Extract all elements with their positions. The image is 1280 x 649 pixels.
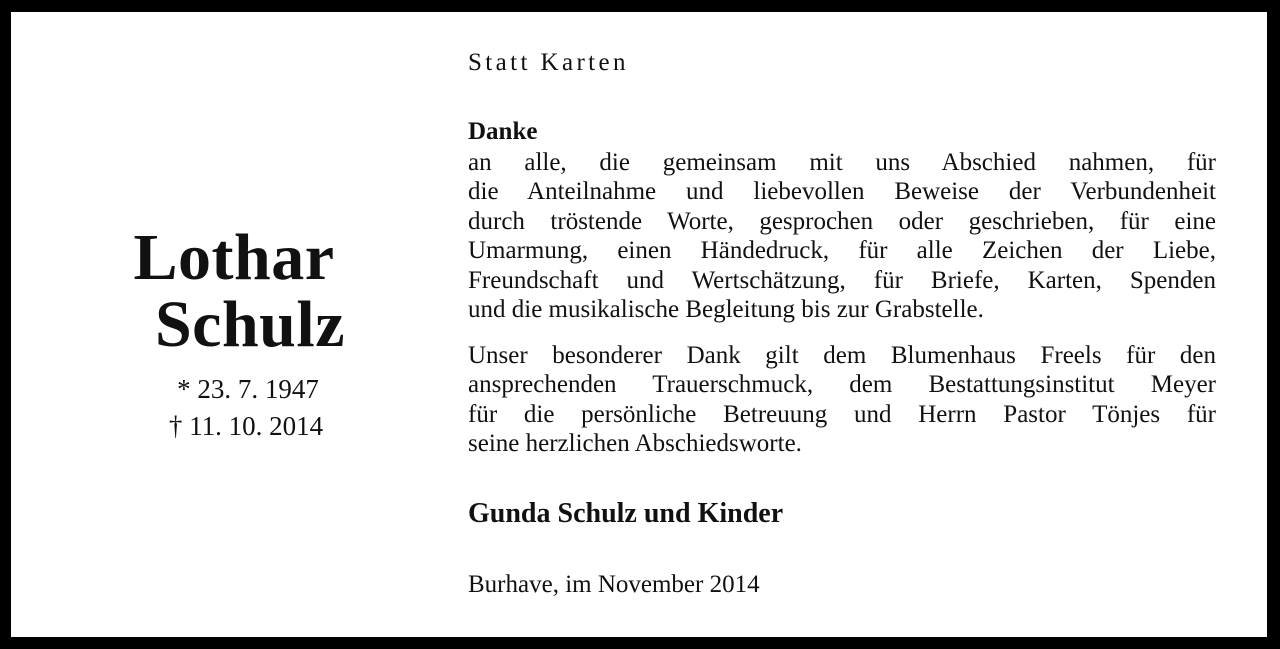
paragraph-line: Umarmung, einen Händedruck, für alle Zeichen der Liebe,: [468, 237, 1216, 265]
signature: Gunda Schulz und Kinder: [468, 498, 784, 529]
thanks-paragraph-2: [468, 341, 1216, 459]
paragraph-line: an alle, die gemeinsam mit uns Abschied nahmen, für: [468, 149, 1216, 176]
paragraph-line: die Anteilnahme und liebevollen Beweise der Verbundenheit: [468, 178, 1216, 206]
kicker-text: Statt Karten: [468, 49, 629, 76]
deceased-panel: [11, 12, 481, 637]
paragraph-line: ansprechenden Trauerschmuck, dem Bestattungsinstitut Meyer: [468, 371, 1216, 399]
paragraph-line: seine herzlichen Abschiedsworte.: [468, 430, 802, 458]
paragraph-line: durch tröstende Worte, gesprochen oder geschrieben, für eine: [468, 207, 1216, 235]
deceased-first-name: Lothar: [133, 221, 335, 294]
paragraph-line: Unser besonderer Dank gilt dem Blumenhaus Freels für den: [468, 342, 1216, 369]
thanks-heading: Danke: [468, 118, 538, 145]
death-date: † 11. 10. 2014: [168, 411, 324, 441]
deceased-last-name: Schulz: [154, 288, 346, 361]
birth-date: * 23. 7. 1947: [177, 374, 319, 404]
paragraph-line: für die persönliche Betreuung und Herrn Pastor Tönjes für: [468, 400, 1216, 428]
place-date: Burhave, im November 2014: [468, 571, 760, 598]
paragraph-line: Freundschaft und Wertschätzung, für Briefe, Karten, Spenden: [468, 266, 1216, 294]
thanks-paragraph-1: [468, 148, 1216, 324]
paragraph-line: und die musikalische Begleitung bis zur Grabstelle.: [468, 295, 984, 323]
obituary-card: [11, 12, 1267, 637]
